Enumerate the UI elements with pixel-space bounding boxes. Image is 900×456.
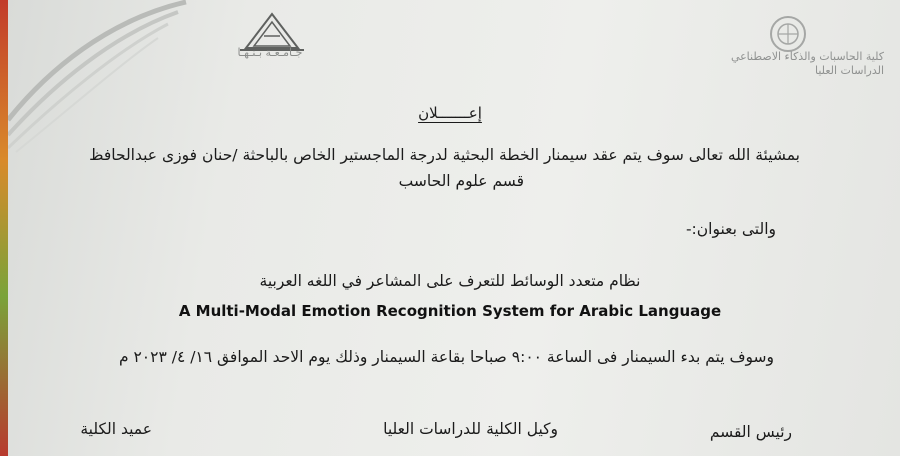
university-name: جـامـعـة بـنـهـا <box>237 46 303 59</box>
signature-department-head: رئيس القسم <box>709 423 792 441</box>
faculty-name <box>724 50 884 78</box>
titled-label: والتى بعنوان:- <box>685 220 776 238</box>
faculty-name-line1: كلية الحاسبات والذكاء الاصطناعي <box>730 50 884 63</box>
schedule-line: وسوف يتم بدء السيمنار فى الساعة ٩:٠٠ صباحا بقاعة السيمنار وذلك يوم الاحد الموافق ١٦/ ٤/ ٢٠٢٣ م <box>118 348 774 366</box>
intro-line: بمشيئة الله تعالى سوف يتم عقد سيمنار الخطة البحثية لدرجة الماجستير الخاص بالباحثة /حنان فوزى عبدالحافظ <box>89 146 800 164</box>
faculty-seal-icon <box>768 14 808 54</box>
decorative-swoosh <box>8 0 188 160</box>
announcement-title: إعـــــــلان <box>418 104 482 122</box>
thesis-title-english: A Multi-Modal Emotion Recognition System for Arabic Language <box>178 302 722 320</box>
faculty-name-line2: الدراسات العليا <box>815 64 884 77</box>
signature-vice-dean: وكيل الكلية للدراسات العليا <box>383 420 558 438</box>
signature-dean: عميد الكلية <box>80 420 152 438</box>
thesis-title-arabic: نظام متعدد الوسائط للتعرف على المشاعر في اللغه العربية <box>259 272 641 290</box>
department-line: قسم علوم الحاسب <box>398 172 524 190</box>
